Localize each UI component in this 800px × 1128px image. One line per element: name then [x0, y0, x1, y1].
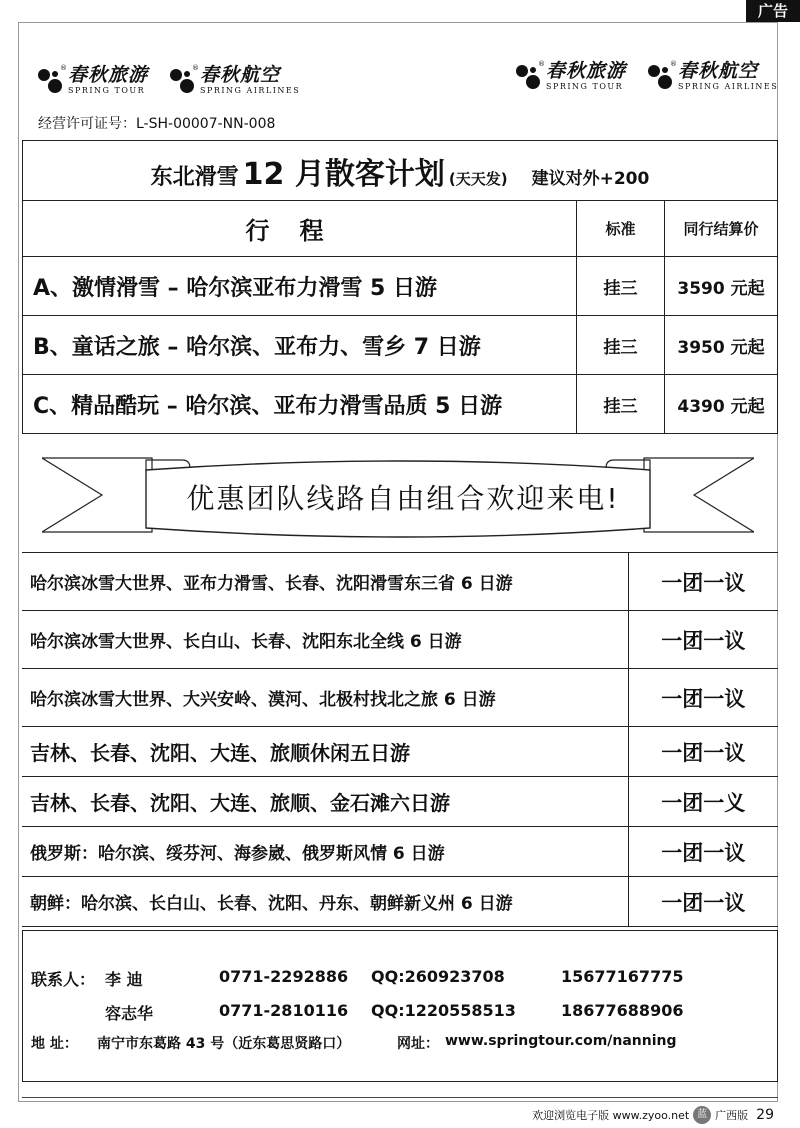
- group-route-price: 一团一议: [628, 611, 778, 669]
- route-price: 4390 元起: [665, 375, 778, 434]
- zyoo-badge-icon: 蓝: [693, 1106, 711, 1124]
- contact-mobile: 15677167775: [561, 967, 684, 986]
- route-standard: 挂三: [577, 316, 665, 375]
- contact-phone: 0771-2810116: [219, 1001, 349, 1020]
- table-row: [23, 316, 778, 375]
- group-route-price: 一团一议: [628, 553, 778, 611]
- table-row: [22, 827, 778, 877]
- title-sub: (天天发): [448, 169, 508, 188]
- page-title: [151, 149, 650, 193]
- page-number: 29: [756, 1107, 774, 1123]
- table-row: [22, 611, 778, 669]
- title-main: 12 月散客计划: [242, 156, 445, 192]
- group-route-name: 哈尔滨冰雪大世界、长白山、长春、沈阳东北全线 6 日游: [22, 611, 628, 669]
- group-routes-table: [22, 552, 778, 927]
- group-route-name: 哈尔滨冰雪大世界、大兴安岭、漠河、北极村找北之旅 6 日游: [22, 669, 628, 727]
- logo-en: SPRING AIRLINES: [678, 82, 779, 91]
- title-row: [23, 141, 778, 201]
- price-advice: 建议对外+200: [531, 168, 650, 189]
- logo-zh: 春秋旅游: [546, 60, 627, 82]
- footer-text: 欢迎浏览电子版 www.zyoo.net: [532, 1109, 690, 1122]
- table-row: [23, 257, 778, 316]
- table-row: [22, 727, 778, 777]
- group-route-price: 一团一议: [628, 669, 778, 727]
- ribbon-banner: [42, 450, 754, 546]
- contact-name: 容志华: [105, 1004, 154, 1023]
- header-standard: 标准: [577, 201, 665, 257]
- footer-divider: [22, 1097, 778, 1098]
- table-row: [22, 777, 778, 827]
- route-price: 3590 元起: [665, 257, 778, 316]
- title-region: 东北滑雪: [150, 164, 239, 190]
- contact-box: [22, 930, 778, 1082]
- contact-qq: QQ:1220558513: [371, 1001, 516, 1020]
- logo-spring-tour-right: ® 春秋旅游 SPRING TOUR: [514, 62, 626, 91]
- group-route-price: 一团一议: [628, 727, 778, 777]
- group-route-name: 吉林、长春、沈阳、大连、旅顺休闲五日游: [22, 727, 628, 777]
- contact-phone: 0771-2292886: [219, 967, 349, 986]
- logo-en: SPRING TOUR: [68, 86, 146, 95]
- ski-plan-table: [22, 140, 778, 434]
- route-name: A、激情滑雪 – 哈尔滨亚布力滑雪 5 日游: [23, 257, 577, 316]
- group-route-name: 朝鲜：哈尔滨、长白山、长春、沈阳、丹东、朝鲜新义州 6 日游: [22, 877, 628, 927]
- route-standard: 挂三: [577, 257, 665, 316]
- logo-en: SPRING TOUR: [546, 82, 624, 91]
- group-route-name: 哈尔滨冰雪大世界、亚布力滑雪、长春、沈阳滑雪东三省 6 日游: [22, 553, 628, 611]
- route-price: 3950 元起: [665, 316, 778, 375]
- table-row: [23, 375, 778, 434]
- address-label: 地 址：: [31, 1036, 78, 1052]
- logo-spring-tour-left: ® 春秋旅游 SPRING TOUR: [36, 66, 148, 95]
- logo-spring-airlines-right: ® 春秋航空 SPRING AIRLINES: [646, 62, 778, 91]
- route-name: B、童话之旅 – 哈尔滨、亚布力、雪乡 7 日游: [23, 316, 577, 375]
- logo-en: SPRING AIRLINES: [200, 86, 301, 95]
- license-number: 经营许可证号：L-SH-00007-NN-008: [38, 116, 276, 132]
- table-row: [22, 877, 778, 927]
- address: 南宁市东葛路 43 号（近东葛思贤路口）: [97, 1036, 351, 1052]
- header-price: 同行结算价: [665, 201, 778, 257]
- table-header-row: [23, 201, 778, 257]
- group-route-price: 一团一议: [628, 827, 778, 877]
- ad-tag: 广告: [746, 0, 800, 22]
- footer: [532, 1106, 774, 1124]
- website-link[interactable]: www.springtour.com/nanning: [445, 1033, 677, 1049]
- website-label: 网址：: [397, 1036, 439, 1052]
- logo-spring-airlines-left: ® 春秋航空 SPRING AIRLINES: [168, 66, 300, 95]
- logo-zh: 春秋航空: [678, 60, 759, 82]
- contact-label: 联系人：: [31, 970, 96, 989]
- logo-zh: 春秋航空: [200, 64, 281, 86]
- banner-text: 优惠团队线路自由组合欢迎来电!: [186, 482, 620, 515]
- contact-qq: QQ:260923708: [371, 967, 505, 986]
- table-row: [22, 669, 778, 727]
- logo-zh: 春秋旅游: [68, 64, 149, 86]
- contact-name: 李 迪: [105, 970, 143, 989]
- contact-mobile: 18677688906: [561, 1001, 684, 1020]
- header-route: 行程: [23, 201, 577, 257]
- route-name: C、精品酷玩 – 哈尔滨、亚布力滑雪品质 5 日游: [23, 375, 577, 434]
- footer-edition: 广西版: [715, 1109, 749, 1122]
- group-route-price: 一团一义: [628, 777, 778, 827]
- group-route-price: 一团一议: [628, 877, 778, 927]
- group-route-name: 俄罗斯：哈尔滨、绥芬河、海参崴、俄罗斯风情 6 日游: [22, 827, 628, 877]
- route-standard: 挂三: [577, 375, 665, 434]
- group-route-name: 吉林、长春、沈阳、大连、旅顺、金石滩六日游: [22, 777, 628, 827]
- table-row: [22, 553, 778, 611]
